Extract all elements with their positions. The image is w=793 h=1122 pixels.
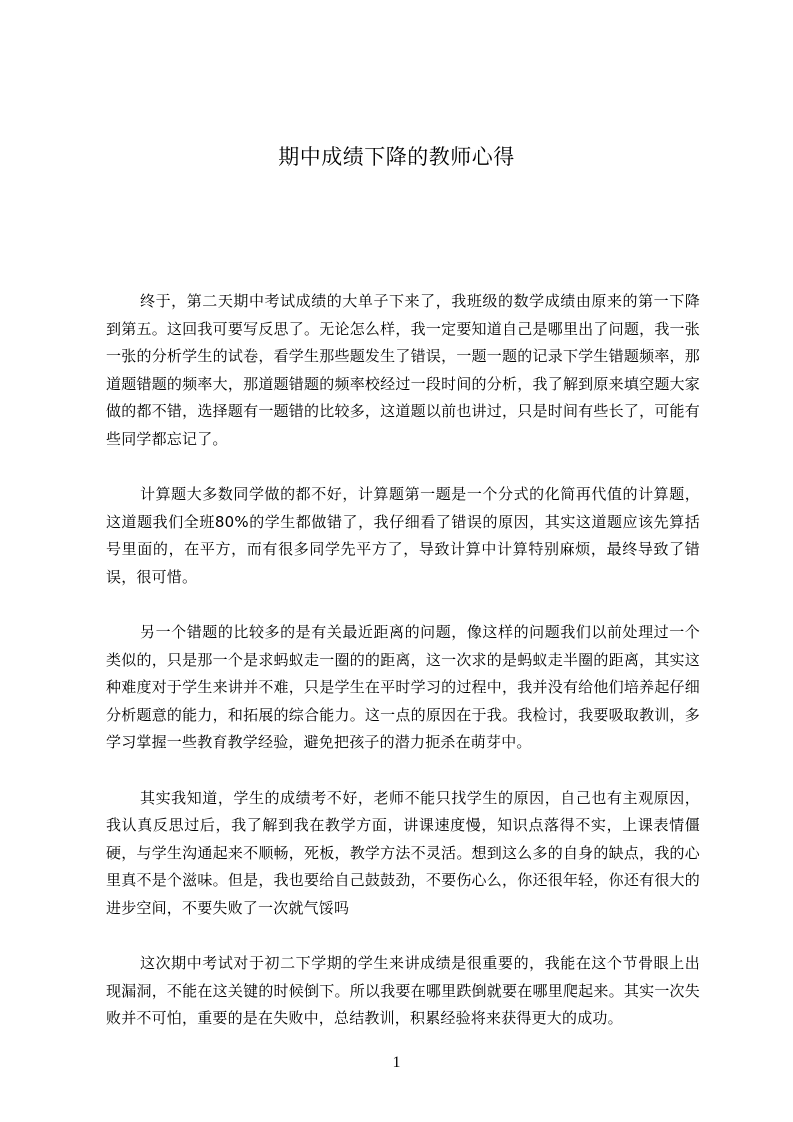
paragraph-3: 另一个错题的比较多的是有关最近距离的问题，像这样的问题我们以前处理过一个类似的，只是那一个是求蚂蚁走一圈的的距离，这一次求的是蚂蚁走半圈的距离，其实这种难度对于学生来讲并不难，只是学生在平时学习的过程中，我并没有给他们培养起仔细分析题意的能力，和拓展的综合能力。这一点的原因在于我。我检讨，我要吸取教训，多学习掌握一些教育教学经验，避免把孩子的潜力扼杀在萌芽中。 (106, 623, 700, 751)
document-title: 期中成绩下降的教师心得 (278, 145, 515, 169)
paragraph-4: 其实我知道，学生的成绩考不好，老师不能只找学生的原因，自己也有主观原因，我认真反思过后，我了解到我在教学方面，讲课速度慢，知识点落得不实，上课表情僵硬，与学生沟通起来不顺畅，死板，教学方法不灵活。想到这么多的自身的缺点，我的心里真不是个滋味。但是，我也要给自己鼓鼓劲，不要伤心么，你还很年轻，你还有很大的进步空间，不要失败了一次就气馁吗 (106, 788, 700, 917)
document-body (106, 288, 700, 1061)
paragraph-1: 终于，第二天期中考试成绩的大单子下来了，我班级的数学成绩由原来的第一下降到第五。这回我可要写反思了。无论怎么样，我一定要知道自己是哪里出了问题，我一张一张的分析学生的试卷，看学生那些题发生了错误，一题一题的记录下学生错题频率，那道题错题的频率大，那道题错题的频率校经过一段时间的分析，我了解到原来填空题大家做的都不错，选择题有一题错的比较多，这道题以前也讲过，只是时间有些长了，可能有些同学都忘记了。 (106, 292, 700, 448)
paragraph-5: 这次期中考试对于初二下学期的学生来讲成绩是很重要的，我能在这个节骨眼上出现漏洞，不能在这关键的时候倒下。所以我要在哪里跌倒就要在哪里爬起来。其实一次失败并不可怕，重要的是在失败中，总结教训，积累经验将来获得更大的成功。 (106, 954, 700, 1027)
paragraph-2: 计算题大多数同学做的都不好，计算题第一题是一个分式的化简再代值的计算题，这道题我们全班80%的学生都做错了，我仔细看了错误的原因，其实这道题应该先算括号里面的，在平方，而有很多同学先平方了，导致计算中计算特别麻烦，最终导致了错误，很可惜。 (106, 485, 700, 586)
page-number: 1 (392, 1054, 401, 1071)
